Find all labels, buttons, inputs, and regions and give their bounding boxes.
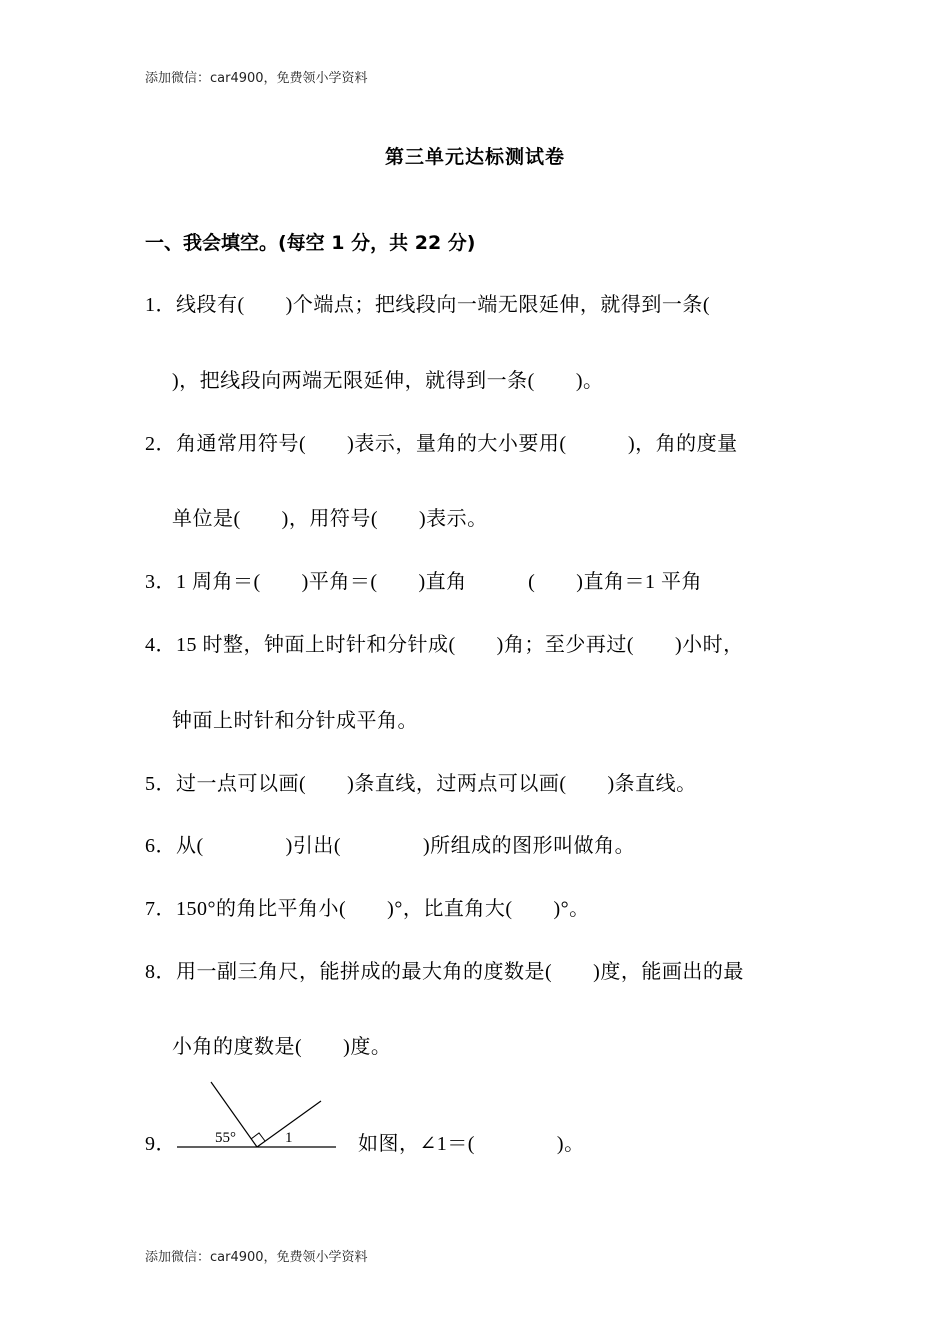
question-8-line-2: 小角的度数是( )度。 [172, 1036, 392, 1058]
right-angle-mark [251, 1133, 265, 1141]
page-title: 第三单元达标测试卷 [384, 146, 565, 168]
question-9-number: 9． [145, 1133, 176, 1155]
watermark-bottom: 添加微信：car4900，免费领小学资料 [145, 1250, 368, 1265]
question-4-line-2: 钟面上时针和分针成平角。 [172, 710, 418, 732]
question-1-line-1: 1．线段有( )个端点；把线段向一端无限延伸，就得到一条( [145, 294, 710, 316]
question-9-text: 如图，∠1＝( )。 [358, 1133, 585, 1155]
question-8-line-1: 8．用一副三角尺，能拼成的最大角的度数是( )度，能画出的最 [145, 961, 744, 983]
question-2-line-2: 单位是( )，用符号( )表示。 [172, 508, 488, 530]
question-1-line-2: )，把线段向两端无限延伸，就得到一条( )。 [172, 370, 604, 392]
question-5: 5．过一点可以画( )条直线，过两点可以画( )条直线。 [145, 773, 697, 795]
question-3: 3．1 周角＝( )平角＝( )直角 ( )直角＝1 平角 [145, 571, 702, 593]
section-heading: 一、我会填空。(每空 1 分，共 22 分) [145, 232, 476, 254]
angle-label-1: 1 [285, 1130, 293, 1146]
question-7: 7．150°的角比平角小( )°，比直角大( )°。 [145, 898, 590, 920]
question-2-line-1: 2．角通常用符号( )表示，量角的大小要用( )，角的度量 [145, 433, 738, 455]
question-6: 6．从( )引出( )所组成的图形叫做角。 [145, 835, 636, 857]
watermark-top: 添加微信：car4900，免费领小学资料 [145, 71, 368, 86]
question-4-line-1: 4．15 时整，钟面上时针和分针成( )角；至少再过( )小时， [145, 634, 744, 656]
angle-figure [175, 1078, 340, 1153]
angle-label-55: 55° [215, 1130, 236, 1146]
